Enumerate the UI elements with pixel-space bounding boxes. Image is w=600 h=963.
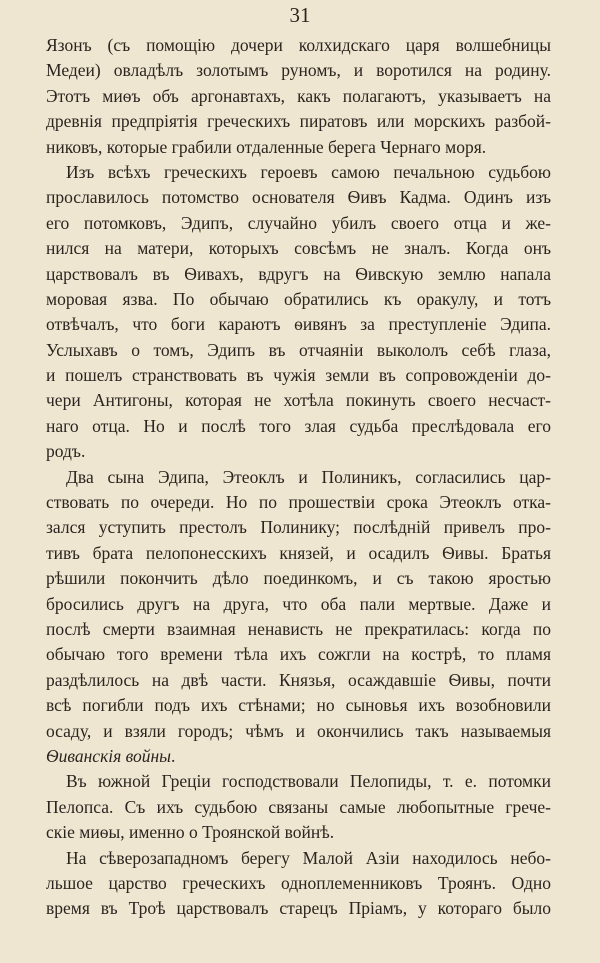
text-line: нился на матери, которыхъ совсѣмъ не зналъ. Когда онъ	[46, 238, 551, 259]
text-line: Изъ всѣхъ греческихъ героевъ самою печальною судьбою	[66, 161, 551, 182]
text-line: чери Антигоны, которая не хотѣла покинуть своего несчаст-	[46, 390, 551, 411]
text-line: всѣ погибли подъ ихъ стѣнами; но сыновья ихъ возобновили	[46, 695, 551, 716]
text-line: родъ.	[46, 441, 86, 462]
text-line: наго отца. Но и послѣ того злая судьба преслѣдовала его	[46, 415, 551, 436]
paragraph	[46, 160, 551, 465]
text-line: Пелопса. Съ ихъ судьбою связаны самые любопытные грече-	[46, 796, 551, 817]
text-line: обычаю того времени тѣла ихъ сожгли на кострѣ, то пламя	[46, 644, 551, 665]
text-line	[46, 744, 551, 769]
text-line: Услыхавъ о томъ, Эдипъ въ отчаяніи выкололъ себѣ глаза,	[46, 339, 551, 360]
text-line: Этотъ миѳъ объ аргонавтахъ, какъ полагаютъ, указываетъ на	[46, 85, 551, 106]
paragraph	[46, 465, 551, 770]
text-line: льшое царство греческихъ одноплеменниковъ Троянъ. Одно	[46, 872, 551, 893]
text-line: Въ южной Греціи господствовали Пелопиды, т. е. потомки	[66, 771, 551, 792]
text-line: и пошелъ странствовать въ чужія земли въ сопровожденіи до-	[46, 365, 551, 386]
text-line: скіе миѳы, именно о Троянской войнѣ.	[46, 822, 335, 843]
text-line: бросились другъ на друга, что оба пали мертвые. Даже и	[46, 593, 551, 614]
text-line: тивъ брата пелопонесскихъ князей, и осадилъ Ѳивы. Братья	[46, 542, 551, 563]
page-number: 31	[289, 3, 311, 27]
punctuation: .	[171, 745, 176, 766]
body-text	[46, 33, 551, 922]
paragraph	[46, 769, 551, 845]
text-line: зался уступить престолъ Полинику; послѣдній привелъ про-	[46, 517, 551, 538]
text-line: Медеи) овладѣлъ золотымъ руномъ, и воротился на родину.	[46, 60, 551, 81]
italic-term: Ѳиванскія войны	[46, 745, 172, 766]
text-line: царствовалъ въ Ѳивахъ, вдругъ на Ѳивскую землю напала	[46, 263, 551, 284]
text-line: раздѣлилось на двѣ части. Князья, осаждавшіе Ѳивы, почти	[46, 669, 551, 690]
text-line: осаду, и взяли городъ; чѣмъ и окончились такъ называемыя	[46, 720, 551, 741]
paragraph	[46, 33, 551, 160]
text-line: ствовать по очереди. Но по прошествіи срока Этеоклъ отка-	[46, 492, 551, 513]
text-line: моровая язва. По обычаю обратились къ оракулу, и тотъ	[46, 288, 551, 309]
text-line: древнія предпріятія греческихъ пиратовъ или морскихъ разбой-	[46, 111, 551, 132]
text-line: прославилось потомство основателя Ѳивъ Кадма. Одинъ изъ	[46, 187, 551, 208]
text-line: послѣ смерти взаимная ненависть не прекратилась: когда по	[46, 618, 551, 639]
text-line: Язонъ (съ помощію дочери колхидскаго царя волшебницы	[46, 35, 551, 55]
text-line: отвѣчалъ, что боги караютъ ѳивянъ за преступленіе Эдипа.	[46, 314, 551, 335]
paragraph	[46, 846, 551, 922]
text-line: рѣшили покончить дѣло поединкомъ, и съ такою яростью	[46, 568, 551, 589]
text-line: На сѣверозападномъ берегу Малой Азіи находилось небо-	[66, 847, 551, 868]
text-line: никовъ, которые грабили отдаленные берега Чернаго моря.	[46, 136, 487, 157]
text-line: его потомковъ, Эдипъ, случайно убилъ своего отца и же-	[46, 212, 551, 233]
text-line: время въ Троѣ царствовалъ старецъ Пріамъ, у котораго было	[46, 898, 551, 919]
text-line: Два сына Эдипа, Этеоклъ и Полиникъ, согласились цар-	[66, 466, 551, 487]
